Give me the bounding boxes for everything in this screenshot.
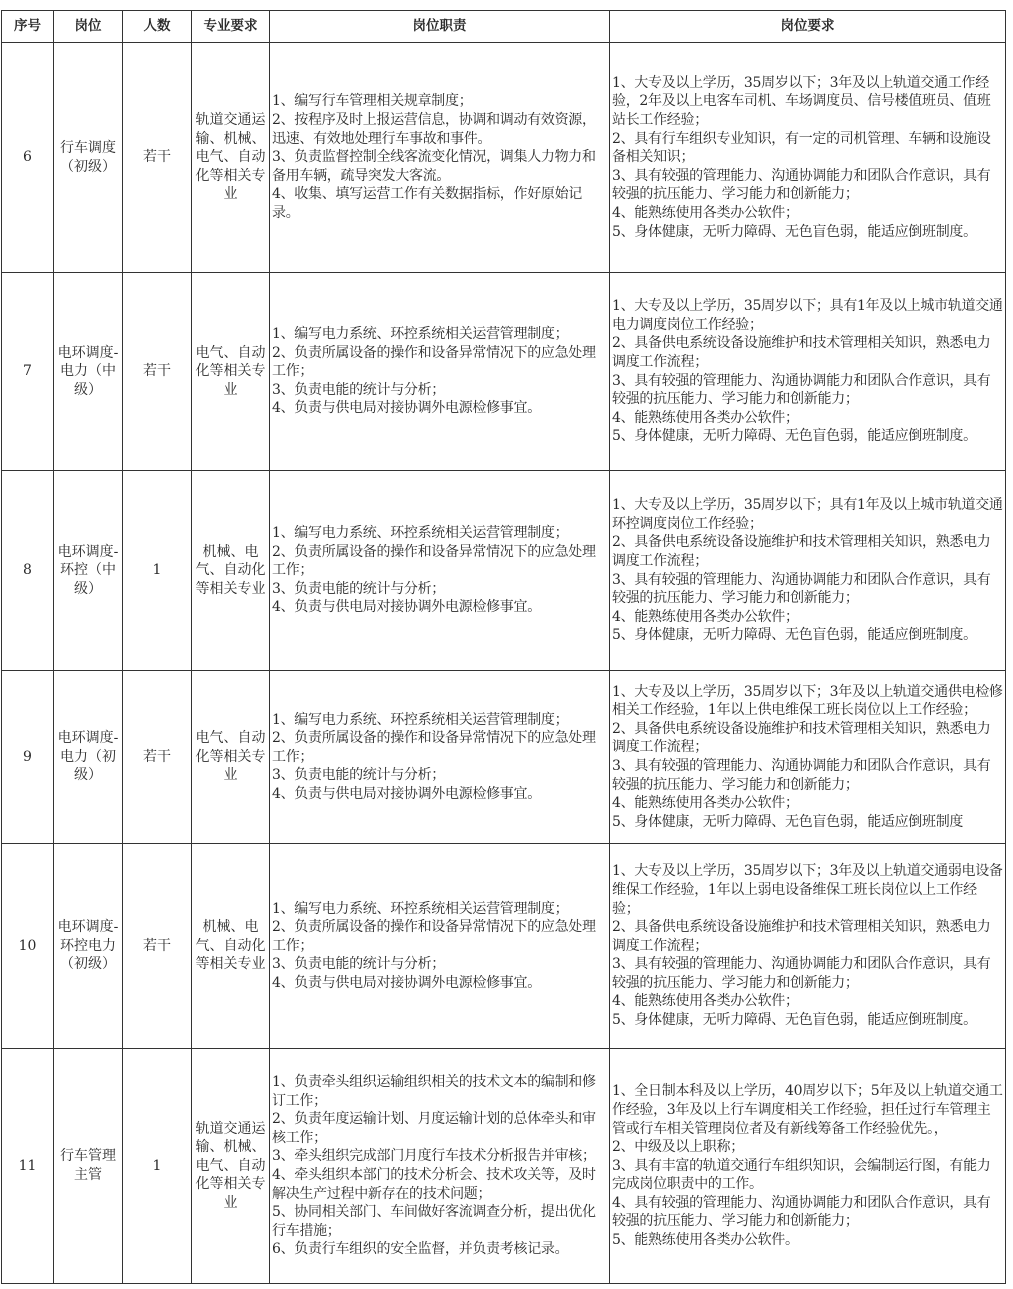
row-number: 7 bbox=[2, 273, 54, 471]
duty-item: 4、负责与供电局对接协调外电源检修事宜。 bbox=[272, 599, 541, 616]
requirement-item: 5、身体健康，无听力障碍、无色盲色弱，能适应倒班制度。 bbox=[612, 428, 977, 445]
duty-item: 4、牵头组织本部门的技术分析会、技术攻关等，及时解决生产过程中新存在的技术问题； bbox=[272, 1167, 596, 1202]
requirement-item: 3、具有较强的管理能力、沟通协调能力和团队合作意识，具有较强的抗压能力、学习能力和创新能力； bbox=[612, 758, 991, 793]
requirement-item: 1、大专及以上学历，35周岁以下；3年及以上轨道交通弱电设备维保工作经验，1年以上弱电设备维保工班长岗位以上工作经验； bbox=[612, 863, 1003, 917]
requirement-item: 2、具备供电系统设备设施维护和技术管理相关知识，熟悉电力调度工作流程； bbox=[612, 534, 991, 569]
requirement-item: 2、中级及以上职称； bbox=[612, 1139, 744, 1156]
duties-cell bbox=[270, 844, 610, 1049]
row-number: 8 bbox=[2, 471, 54, 671]
table-row bbox=[2, 273, 1006, 471]
requirement-item: 4、具有较强的管理能力、沟通协调能力和团队合作意识，具有较强的抗压能力、学习能力和创新能力； bbox=[612, 1194, 991, 1230]
duty-item: 1、编写电力系统、环控系统相关运营管理制度； bbox=[272, 711, 569, 728]
duties-cell bbox=[270, 43, 610, 273]
requirement-item: 2、具备供电系统设备设施维护和技术管理相关知识，熟悉电力调度工作流程； bbox=[612, 335, 991, 370]
requirement-item: 3、具有较强的管理能力、沟通协调能力和团队合作意识，具有较强的抗压能力、学习能力和创新能力； bbox=[612, 956, 991, 991]
requirement-item: 3、具有较强的管理能力、沟通协调能力和团队合作意识，具有较强的抗压能力、学习能力和创新能力； bbox=[612, 167, 991, 203]
count-cell: 若干 bbox=[123, 43, 192, 273]
requirement-item: 4、能熟练使用各类办公软件； bbox=[612, 409, 799, 426]
requirement-item: 3、具有丰富的轨道交通行车组织知识，会编制运行图，有能力完成岗位职责中的工作。 bbox=[612, 1157, 991, 1193]
row-number: 9 bbox=[2, 671, 54, 844]
major-cell: 电气、自动化等相关专业 bbox=[192, 671, 270, 844]
table-row bbox=[2, 1049, 1006, 1284]
requirement-item: 1、全日制本科及以上学历，40周岁以下；5年及以上轨道交通工作经验，3年及以上行车调度相关工作经验，担任过行车管理主管或行车相关管理岗位者及有新线筹备工作经验优先。， bbox=[612, 1083, 1003, 1137]
position-cell: 电环调度-电力（初级） bbox=[54, 671, 123, 844]
duty-item: 1、编写电力系统、环控系统相关运营管理制度； bbox=[272, 525, 569, 542]
duty-item: 3、负责电能的统计与分析； bbox=[272, 767, 446, 784]
requirement-item: 2、具备供电系统设备设施维护和技术管理相关知识，熟悉电力调度工作流程； bbox=[612, 720, 991, 756]
duty-item: 1、负责牵头组织运输组织相关的技术文本的编制和修订工作； bbox=[272, 1074, 596, 1109]
duty-item: 2、负责所属设备的操作和设备异常情况下的应急处理工作； bbox=[272, 730, 596, 765]
position-cell: 电环调度-环控（中级） bbox=[54, 471, 123, 671]
table-row bbox=[2, 43, 1006, 273]
duty-item: 2、负责年度运输计划、月度运输计划的总体牵头和审核工作； bbox=[272, 1111, 596, 1146]
major-cell: 机械、电气、自动化等相关专业 bbox=[192, 844, 270, 1049]
header-no: 序号 bbox=[2, 11, 54, 43]
requirement-item: 1、大专及以上学历，35周岁以下；3年及以上轨道交通工作经验，2年及以上电客车司机、车场调度员、信号楼值班员、值班站长工作经验； bbox=[612, 74, 991, 129]
major-cell: 轨道交通运输、机械、电气、自动化等相关专业 bbox=[192, 43, 270, 273]
duties-cell bbox=[270, 671, 610, 844]
count-cell: 若干 bbox=[123, 671, 192, 844]
requirement-item: 4、能熟练使用各类办公软件； bbox=[612, 795, 799, 812]
duty-item: 2、负责所属设备的操作和设备异常情况下的应急处理工作； bbox=[272, 543, 596, 579]
header-position: 岗位 bbox=[54, 11, 123, 43]
count-cell: 若干 bbox=[123, 273, 192, 471]
requirement-item: 3、具有较强的管理能力、沟通协调能力和团队合作意识，具有较强的抗压能力、学习能力和创新能力； bbox=[612, 372, 991, 408]
requirements-cell bbox=[610, 43, 1006, 273]
count-cell: 若干 bbox=[123, 844, 192, 1049]
duty-item: 4、负责与供电局对接协调外电源检修事宜。 bbox=[272, 974, 541, 991]
duty-item: 4、负责与供电局对接协调外电源检修事宜。 bbox=[272, 400, 541, 417]
header-duties: 岗位职责 bbox=[270, 11, 610, 43]
duties-cell bbox=[270, 471, 610, 671]
table-row bbox=[2, 844, 1006, 1049]
position-cell: 电环调度-环控电力（初级） bbox=[54, 844, 123, 1049]
row-number: 6 bbox=[2, 43, 54, 273]
duties-cell bbox=[270, 1049, 610, 1284]
table-row bbox=[2, 671, 1006, 844]
requirement-item: 2、具有行车组织专业知识，有一定的司机管理、车辆和设施设备相关知识； bbox=[612, 130, 991, 166]
requirement-item: 2、具备供电系统设备设施维护和技术管理相关知识，熟悉电力调度工作流程； bbox=[612, 919, 991, 954]
requirement-item: 4、能熟练使用各类办公软件； bbox=[612, 608, 799, 625]
duty-item: 3、负责电能的统计与分析； bbox=[272, 381, 446, 398]
duty-item: 2、按程序及时上报运营信息，协调和调动有效资源，迅速、有效地处理行车事故和事件。 bbox=[272, 112, 596, 147]
requirement-item: 1、大专及以上学历，35周岁以下；3年及以上轨道交通供电检修相关工作经验，1年以上供电维保工班长岗位以上工作经验； bbox=[612, 683, 1003, 719]
header-row bbox=[2, 11, 1006, 43]
header-requirements: 岗位要求 bbox=[610, 11, 1006, 43]
duty-item: 4、收集、填写运营工作有关数据指标，作好原始记录。 bbox=[272, 186, 583, 221]
table-row bbox=[2, 471, 1006, 671]
duty-item: 3、负责电能的统计与分析； bbox=[272, 580, 446, 597]
duty-item: 1、编写电力系统、环控系统相关运营管理制度； bbox=[272, 900, 569, 917]
duty-item: 4、负责与供电局对接协调外电源检修事宜。 bbox=[272, 785, 541, 802]
requirements-cell bbox=[610, 471, 1006, 671]
duty-item: 3、负责电能的统计与分析； bbox=[272, 956, 446, 973]
requirements-cell bbox=[610, 1049, 1006, 1284]
requirement-item: 5、能熟练使用各类办公软件。 bbox=[612, 1232, 799, 1249]
major-cell: 电气、自动化等相关专业 bbox=[192, 273, 270, 471]
duty-item: 1、编写电力系统、环控系统相关运营管理制度； bbox=[272, 326, 569, 343]
requirements-cell bbox=[610, 273, 1006, 471]
count-cell: 1 bbox=[123, 471, 192, 671]
position-cell: 电环调度-电力（中级） bbox=[54, 273, 123, 471]
requirement-item: 5、身体健康，无听力障碍、无色盲色弱，能适应倒班制度。 bbox=[612, 223, 977, 240]
requirements-cell bbox=[610, 671, 1006, 844]
duty-item: 6、负责行车组织的安全监督，并负责考核记录。 bbox=[272, 1241, 569, 1258]
requirement-item: 1、大专及以上学历，35周岁以下；具有1年及以上城市轨道交通环控调度岗位工作经验； bbox=[612, 497, 1003, 532]
requirement-item: 4、能熟练使用各类办公软件； bbox=[612, 204, 799, 221]
major-cell: 机械、电气、自动化等相关专业 bbox=[192, 471, 270, 671]
job-table bbox=[1, 10, 1006, 1284]
position-cell: 行车管理主管 bbox=[54, 1049, 123, 1284]
duty-item: 3、负责监督控制全线客流变化情况，调集人力物力和备用车辆，疏导突发大客流。 bbox=[272, 149, 596, 184]
count-cell: 1 bbox=[123, 1049, 192, 1284]
duty-item: 1、编写行车管理相关规章制度； bbox=[272, 93, 473, 110]
requirement-item: 3、具有较强的管理能力、沟通协调能力和团队合作意识，具有较强的抗压能力、学习能力和创新能力； bbox=[612, 571, 991, 607]
requirement-item: 5、身体健康，无听力障碍、无色盲色弱，能适应倒班制度。 bbox=[612, 1012, 977, 1029]
requirements-cell bbox=[610, 844, 1006, 1049]
duty-item: 2、负责所属设备的操作和设备异常情况下的应急处理工作； bbox=[272, 344, 596, 380]
duty-item: 5、协同相关部门、车间做好客流调查分析，提出优化行车措施； bbox=[272, 1204, 596, 1239]
row-number: 11 bbox=[2, 1049, 54, 1284]
header-major: 专业要求 bbox=[192, 11, 270, 43]
duty-item: 3、牵头组织完成部门月度行车技术分析报告并审核； bbox=[272, 1148, 596, 1165]
row-number: 10 bbox=[2, 844, 54, 1049]
requirement-item: 5、身体健康，无听力障碍、无色盲色弱，能适应倒班制度。 bbox=[612, 627, 977, 644]
requirement-item: 1、大专及以上学历，35周岁以下；具有1年及以上城市轨道交通电力调度岗位工作经验； bbox=[612, 298, 1003, 333]
requirement-item: 4、能熟练使用各类办公软件； bbox=[612, 993, 799, 1010]
major-cell: 轨道交通运输、机械、电气、自动化等相关专业 bbox=[192, 1049, 270, 1284]
position-cell: 行车调度（初级） bbox=[54, 43, 123, 273]
header-count: 人数 bbox=[123, 11, 192, 43]
duty-item: 2、负责所属设备的操作和设备异常情况下的应急处理工作； bbox=[272, 919, 596, 954]
requirement-item: 5、身体健康，无听力障碍、无色盲色弱，能适应倒班制度 bbox=[612, 813, 964, 830]
duties-cell bbox=[270, 273, 610, 471]
